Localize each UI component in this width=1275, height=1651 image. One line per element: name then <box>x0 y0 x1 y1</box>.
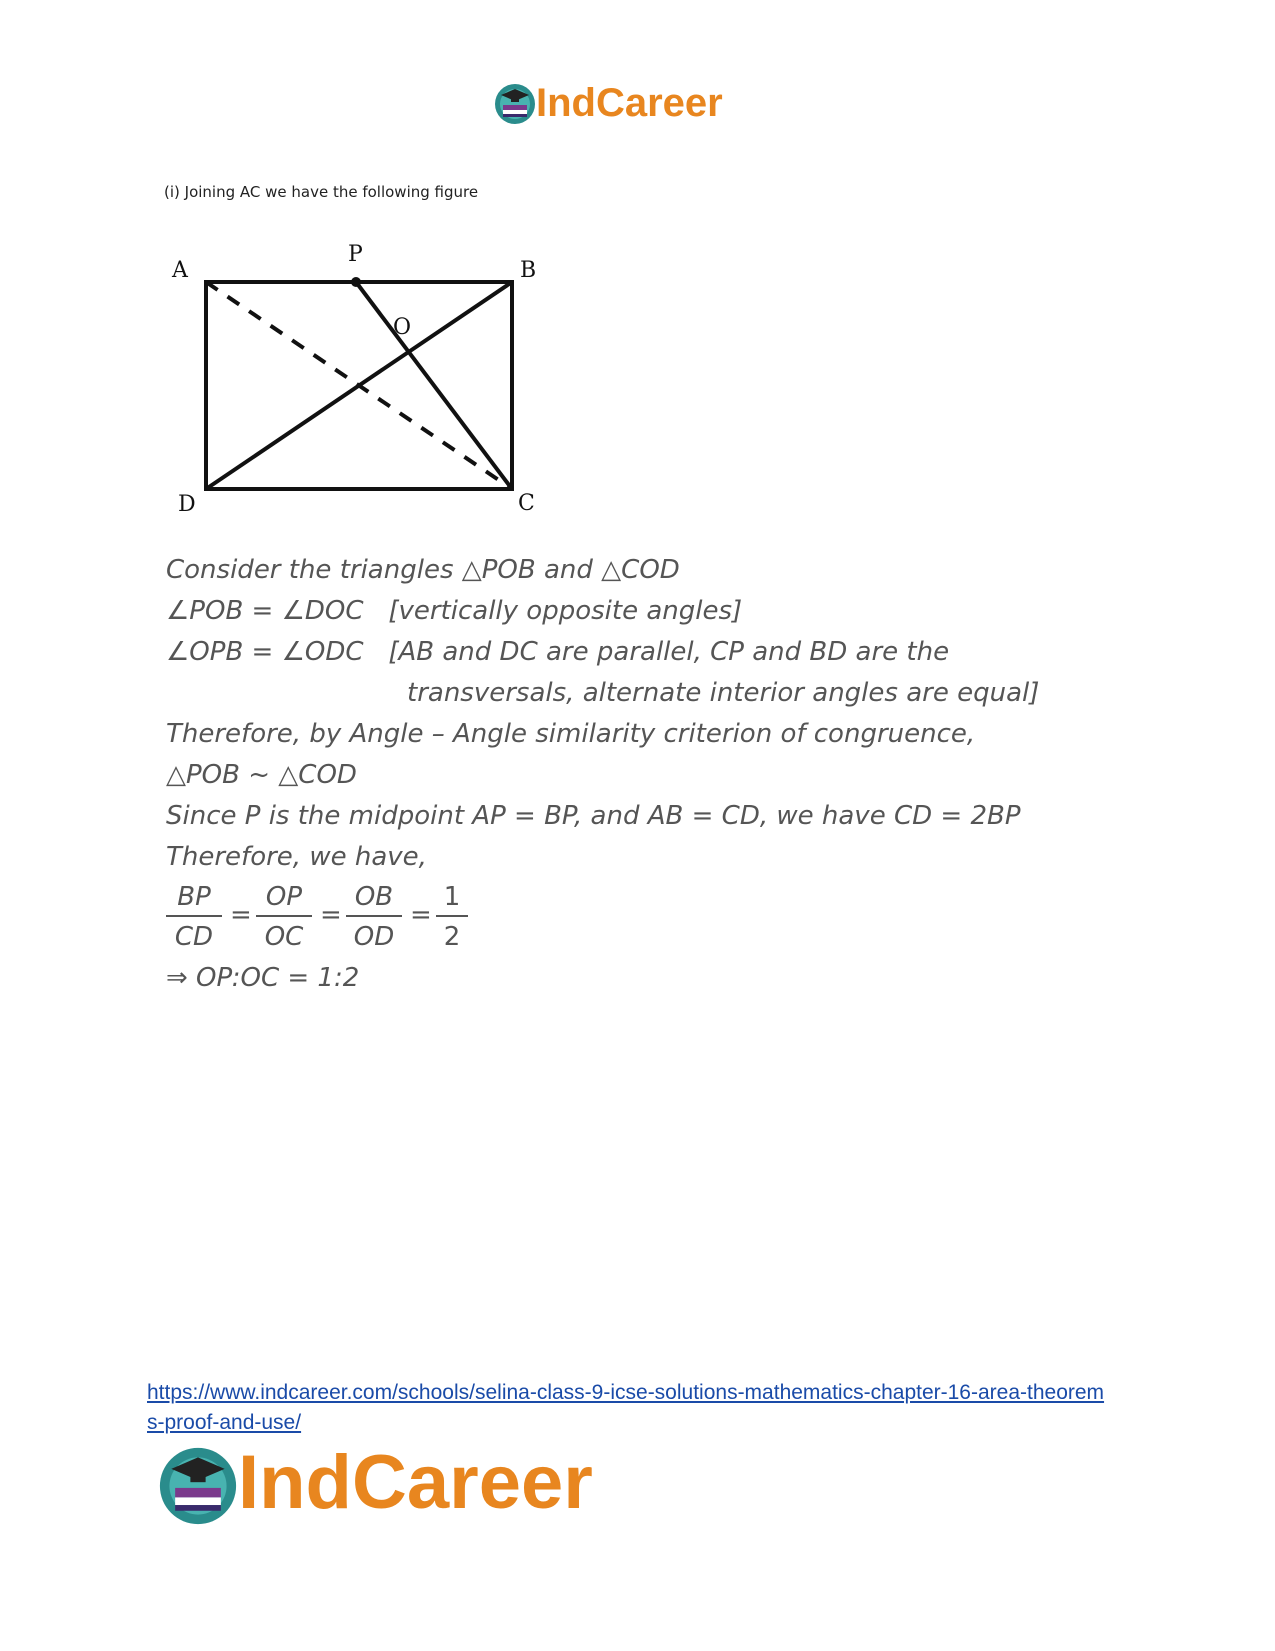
fraction-denominator: CD <box>174 922 214 952</box>
proof-conclusion: ⇒ OP:OC = 1:2 <box>166 963 360 993</box>
footer-logo <box>158 1442 688 1532</box>
label-c: C <box>518 491 535 516</box>
equals-sign: = <box>230 900 252 930</box>
rectangle-figure <box>160 240 560 530</box>
fraction-denominator: OC <box>264 922 304 952</box>
segment-pc <box>356 282 512 489</box>
proof-line-8: Therefore, we have, <box>166 842 427 872</box>
fraction-denominator: 2 <box>443 922 461 952</box>
footer-source-link[interactable]: https://www.indcareer.com/schools/selina-class-9-icse-solutions-mathematics-chapter-16-area-theorems-proof-and-use/ <box>147 1381 1105 1434</box>
fraction-numerator: OP <box>265 882 303 912</box>
fraction-numerator: 1 <box>443 882 461 912</box>
fraction-ob-od <box>346 882 402 952</box>
logo-emblem-icon <box>158 1446 238 1526</box>
proof-line-4: transversals, alternate interior angles are equal] <box>407 678 1040 708</box>
header-logo <box>494 80 784 130</box>
equals-sign: = <box>410 900 432 930</box>
label-b: B <box>520 258 537 283</box>
footer-logo-text: IndCareer <box>238 1440 593 1525</box>
equals-sign: = <box>320 900 342 930</box>
header-logo-text: IndCareer <box>536 81 723 125</box>
point-p <box>351 277 361 287</box>
proof-line-7: Since P is the midpoint AP = BP, and AB = CD, we have CD = 2BP <box>166 801 1021 831</box>
label-d: D <box>178 492 196 517</box>
proof-line-3: ∠OPB = ∠ODC [AB and DC are parallel, CP and BD are the <box>166 637 950 667</box>
fraction-1-2 <box>436 882 468 952</box>
proof-line-2: ∠POB = ∠DOC [vertically opposite angles] <box>166 596 743 626</box>
proof-line-6: △POB ~ △COD <box>166 760 357 790</box>
fraction-numerator: OB <box>354 882 394 912</box>
logo-emblem-icon <box>494 83 536 125</box>
label-o: O <box>393 315 412 340</box>
fraction-bp-cd <box>166 882 222 952</box>
fraction-denominator: OD <box>353 922 395 952</box>
fraction-op-oc <box>256 882 312 952</box>
label-a: A <box>172 258 188 283</box>
proof-line-5: Therefore, by Angle – Angle similarity criterion of congruence, <box>166 719 976 749</box>
label-p: P <box>348 242 363 267</box>
fraction-numerator: BP <box>177 882 211 912</box>
figure-caption: (i) Joining AC we have the following figure <box>164 183 479 201</box>
proof-line-1: Consider the triangles △POB and △COD <box>166 555 680 585</box>
